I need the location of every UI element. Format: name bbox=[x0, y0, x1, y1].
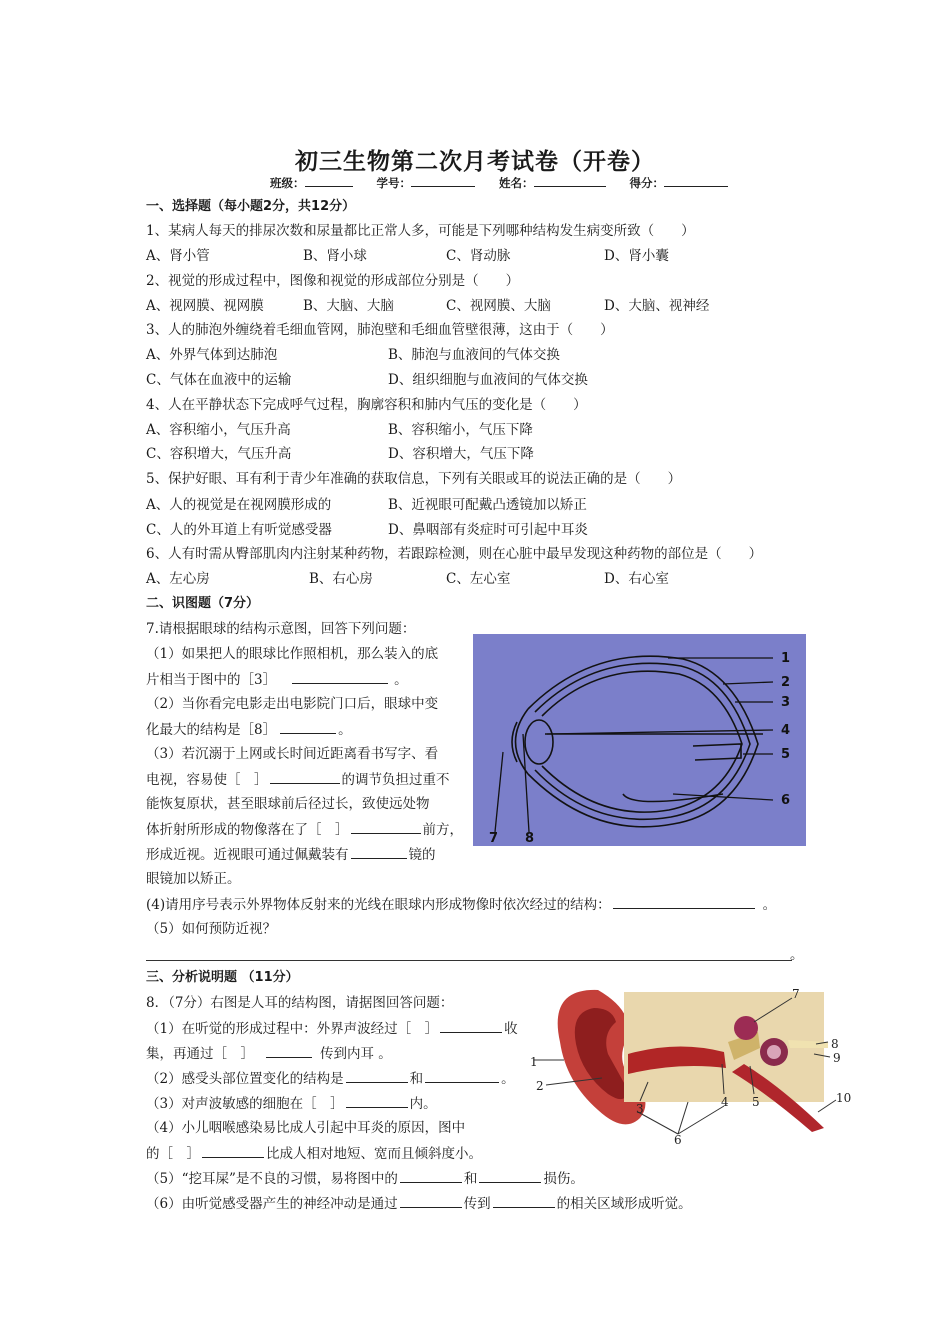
score-blank[interactable] bbox=[664, 175, 728, 187]
q2-option-b[interactable]: B、大脑、大脑 bbox=[303, 298, 394, 314]
blank-damage-2[interactable] bbox=[479, 1169, 541, 1183]
q7-p5: （5）如何预防近视？ bbox=[146, 921, 277, 937]
q5-option-a[interactable]: A、人的视觉是在视网膜形成的 bbox=[146, 497, 332, 513]
q8-p1-line2: 集，再通过［ ］ 传到内耳 。 bbox=[146, 1046, 392, 1062]
eye-label-6: 6 bbox=[781, 793, 791, 808]
q1-option-c[interactable]: C、肾动脉 bbox=[446, 248, 511, 264]
q3-option-a[interactable]: A、外界气体到达肺泡 bbox=[146, 347, 278, 363]
ear-label-9: 9 bbox=[833, 1051, 841, 1065]
blank-ossicles[interactable] bbox=[266, 1044, 312, 1058]
q6-option-d[interactable]: D、右心室 bbox=[604, 571, 669, 587]
q5-option-d[interactable]: D、鼻咽部有炎症时可引起中耳炎 bbox=[388, 522, 588, 538]
q8-p6: （6）由听觉感受器产生的神经冲动是通过 传到 的相关区域形成听觉。 bbox=[146, 1196, 692, 1212]
q7-p2-line2: 化最大的结构是［8］ 。 bbox=[146, 722, 352, 738]
eye-label-8: 8 bbox=[525, 831, 535, 846]
section2-heading: 二、识图题（7分） bbox=[146, 596, 260, 611]
q3-option-c[interactable]: C、气体在血液中的运输 bbox=[146, 372, 292, 388]
q7-p2-line1: （2）当你看完电影走出电影院门口后，眼球中变 bbox=[146, 696, 439, 712]
q7-p3-line6: 眼镜加以矫正。 bbox=[146, 871, 241, 887]
q8-p4-line2: 的［ ］ 比成人相对地短、宽而且倾斜度小。 bbox=[146, 1146, 482, 1162]
q5-stem: 5、保护好眼、耳有利于青少年准确的获取信息，下列有关眼或耳的说法正确的是（ ） bbox=[146, 471, 682, 487]
q4-option-c[interactable]: C、容积增大，气压升高 bbox=[146, 446, 292, 462]
q4-option-b[interactable]: B、容积缩小，气压下降 bbox=[388, 422, 533, 438]
q7-p1-line2: 片相当于图中的［3］ 。 bbox=[146, 672, 408, 688]
q2-option-d[interactable]: D、大脑、视神经 bbox=[604, 298, 710, 314]
q2-stem: 2、视觉的形成过程中，图像和视觉的形成部位分别是（ ） bbox=[146, 273, 520, 289]
name-blank[interactable] bbox=[534, 175, 606, 187]
ear-label-6: 6 bbox=[674, 1133, 682, 1144]
q3-option-d[interactable]: D、组织细胞与血液间的气体交换 bbox=[388, 372, 588, 388]
eye-label-1: 1 bbox=[781, 651, 791, 666]
q4-option-a[interactable]: A、容积缩小，气压升高 bbox=[146, 422, 291, 438]
ear-label-4: 4 bbox=[721, 1095, 729, 1109]
q7-stem: 7.请根据眼球的结构示意图，回答下列问题： bbox=[146, 621, 416, 637]
q7-p3-line1: （3）若沉溺于上网或长时间近距离看书写字、看 bbox=[146, 746, 439, 762]
q3-stem: 3、人的肺泡外缠绕着毛细血管网，肺泡壁和毛细血管壁很薄，这由于（ ） bbox=[146, 322, 614, 338]
class-label: 班级： bbox=[270, 176, 305, 190]
ear-structure-svg bbox=[528, 982, 860, 1144]
ear-label-8: 8 bbox=[831, 1037, 839, 1051]
q5-option-c[interactable]: C、人的外耳道上有听觉感受器 bbox=[146, 522, 332, 538]
blank-light-path[interactable] bbox=[613, 895, 755, 909]
eye-label-2: 2 bbox=[781, 675, 791, 690]
q7-p3-line2: 电视，容易使［ ］ 的调节负担过重不 bbox=[146, 772, 450, 788]
q5-option-b[interactable]: B、近视眼可配戴凸透镜加以矫正 bbox=[388, 497, 587, 513]
blank-film[interactable] bbox=[292, 670, 388, 684]
blank-auricle[interactable] bbox=[440, 1019, 502, 1033]
blank-lens[interactable] bbox=[270, 770, 340, 784]
eye-label-3: 3 bbox=[781, 695, 791, 710]
blank-balance-1[interactable] bbox=[346, 1069, 408, 1083]
q8-p5: （5）“挖耳屎”是不良的习惯，易将图中的 和 损伤。 bbox=[146, 1171, 584, 1187]
q8-p2: （2）感受头部位置变化的结构是 和 。 bbox=[146, 1071, 515, 1087]
q7-p1-line1: （1）如果把人的眼球比作照相机，那么装入的底 bbox=[146, 646, 439, 662]
section1-heading: 一、选择题（每小题2分，共12分） bbox=[146, 199, 356, 214]
score-label: 得分： bbox=[629, 176, 665, 190]
ear-label-5: 5 bbox=[752, 1095, 760, 1109]
q7-p3-line3: 能恢复原状，甚至眼球前后径过长，致使远处物 bbox=[146, 796, 430, 812]
blank-eustachian-tube[interactable] bbox=[202, 1144, 264, 1158]
q8-p3: （3）对声波敏感的细胞在［ ］ 内。 bbox=[146, 1096, 437, 1112]
blank-cochlea[interactable] bbox=[346, 1094, 408, 1108]
name-label: 姓名： bbox=[499, 176, 534, 190]
eyeball-diagram bbox=[473, 634, 806, 846]
student-info-row bbox=[270, 175, 748, 191]
q7-p4: (4)请用序号表示外界物体反射来的光线在眼球内形成物像时依次经过的结构： 。 bbox=[146, 897, 777, 913]
blank-balance-2[interactable] bbox=[425, 1069, 499, 1083]
blank-cortex[interactable] bbox=[493, 1194, 555, 1208]
q3-option-b[interactable]: B、肺泡与血液间的气体交换 bbox=[388, 347, 560, 363]
blank-nerve[interactable] bbox=[400, 1194, 462, 1208]
student-id-blank[interactable] bbox=[411, 175, 475, 187]
blank-lens-type[interactable] bbox=[351, 845, 407, 859]
q8-stem: 8．（7分）右图是人耳的结构图，请据图回答问题： bbox=[146, 995, 454, 1011]
q1-option-b[interactable]: B、肾小球 bbox=[303, 248, 367, 264]
q2-option-a[interactable]: A、视网膜、视网膜 bbox=[146, 298, 264, 314]
q6-option-b[interactable]: B、右心房 bbox=[309, 571, 373, 587]
blank-damage-1[interactable] bbox=[400, 1169, 462, 1183]
q8-p1-line1: （1）在听觉的形成过程中：外界声波经过［ ］ 收 bbox=[146, 1021, 518, 1037]
ear-label-3: 3 bbox=[636, 1102, 644, 1116]
q1-stem: 1、某病人每天的排尿次数和尿量都比正常人多，可能是下列哪种结构发生病变所致（ ） bbox=[146, 223, 695, 239]
student-id-label: 学号： bbox=[376, 176, 412, 190]
eye-label-7: 7 bbox=[489, 831, 499, 846]
page-title: 初三生物第二次月考试卷（开卷） bbox=[295, 149, 655, 175]
blank-pupil[interactable] bbox=[280, 720, 336, 734]
class-blank[interactable] bbox=[305, 175, 353, 187]
q6-option-c[interactable]: C、左心室 bbox=[446, 571, 511, 587]
ear-label-7: 7 bbox=[792, 987, 800, 1001]
q1-option-a[interactable]: A、肾小管 bbox=[146, 248, 210, 264]
q4-option-d[interactable]: D、容积增大，气压下降 bbox=[388, 446, 534, 462]
q7-p3-line4: 体折射所形成的物像落在了［ ］ 前方， bbox=[146, 822, 463, 838]
ear-diagram bbox=[528, 982, 860, 1144]
q7-p3-line5: 形成近视。近视眼可通过佩戴装有 镜的 bbox=[146, 847, 436, 863]
q2-option-c[interactable]: C、视网膜、大脑 bbox=[446, 298, 551, 314]
eyeball-structure-svg bbox=[473, 634, 806, 846]
q1-option-d[interactable]: D、肾小囊 bbox=[604, 248, 669, 264]
q4-stem: 4、人在平静状态下完成呼气过程，胸廓容积和肺内气压的变化是（ ） bbox=[146, 397, 587, 413]
q6-option-a[interactable]: A、左心房 bbox=[146, 571, 210, 587]
q6-stem: 6、人有时需从臀部肌肉内注射某种药物，若跟踪检测，则在心脏中最早发现这种药物的部位是（ ） bbox=[146, 546, 763, 562]
ear-label-2: 2 bbox=[536, 1079, 544, 1093]
ear-label-1: 1 bbox=[530, 1055, 538, 1069]
eye-label-5: 5 bbox=[781, 747, 791, 762]
blank-retina[interactable] bbox=[351, 820, 421, 834]
ear-label-10: 10 bbox=[836, 1091, 852, 1105]
answer-line-period: 。 bbox=[790, 947, 804, 963]
section3-heading: 三、分析说明题 （11分） bbox=[146, 970, 299, 985]
eye-label-4: 4 bbox=[781, 723, 791, 738]
q8-p4-line1: （4）小儿咽喉感染易比成人引起中耳炎的原因，图中 bbox=[146, 1120, 466, 1136]
answer-line-prevent-myopia[interactable] bbox=[146, 960, 792, 961]
